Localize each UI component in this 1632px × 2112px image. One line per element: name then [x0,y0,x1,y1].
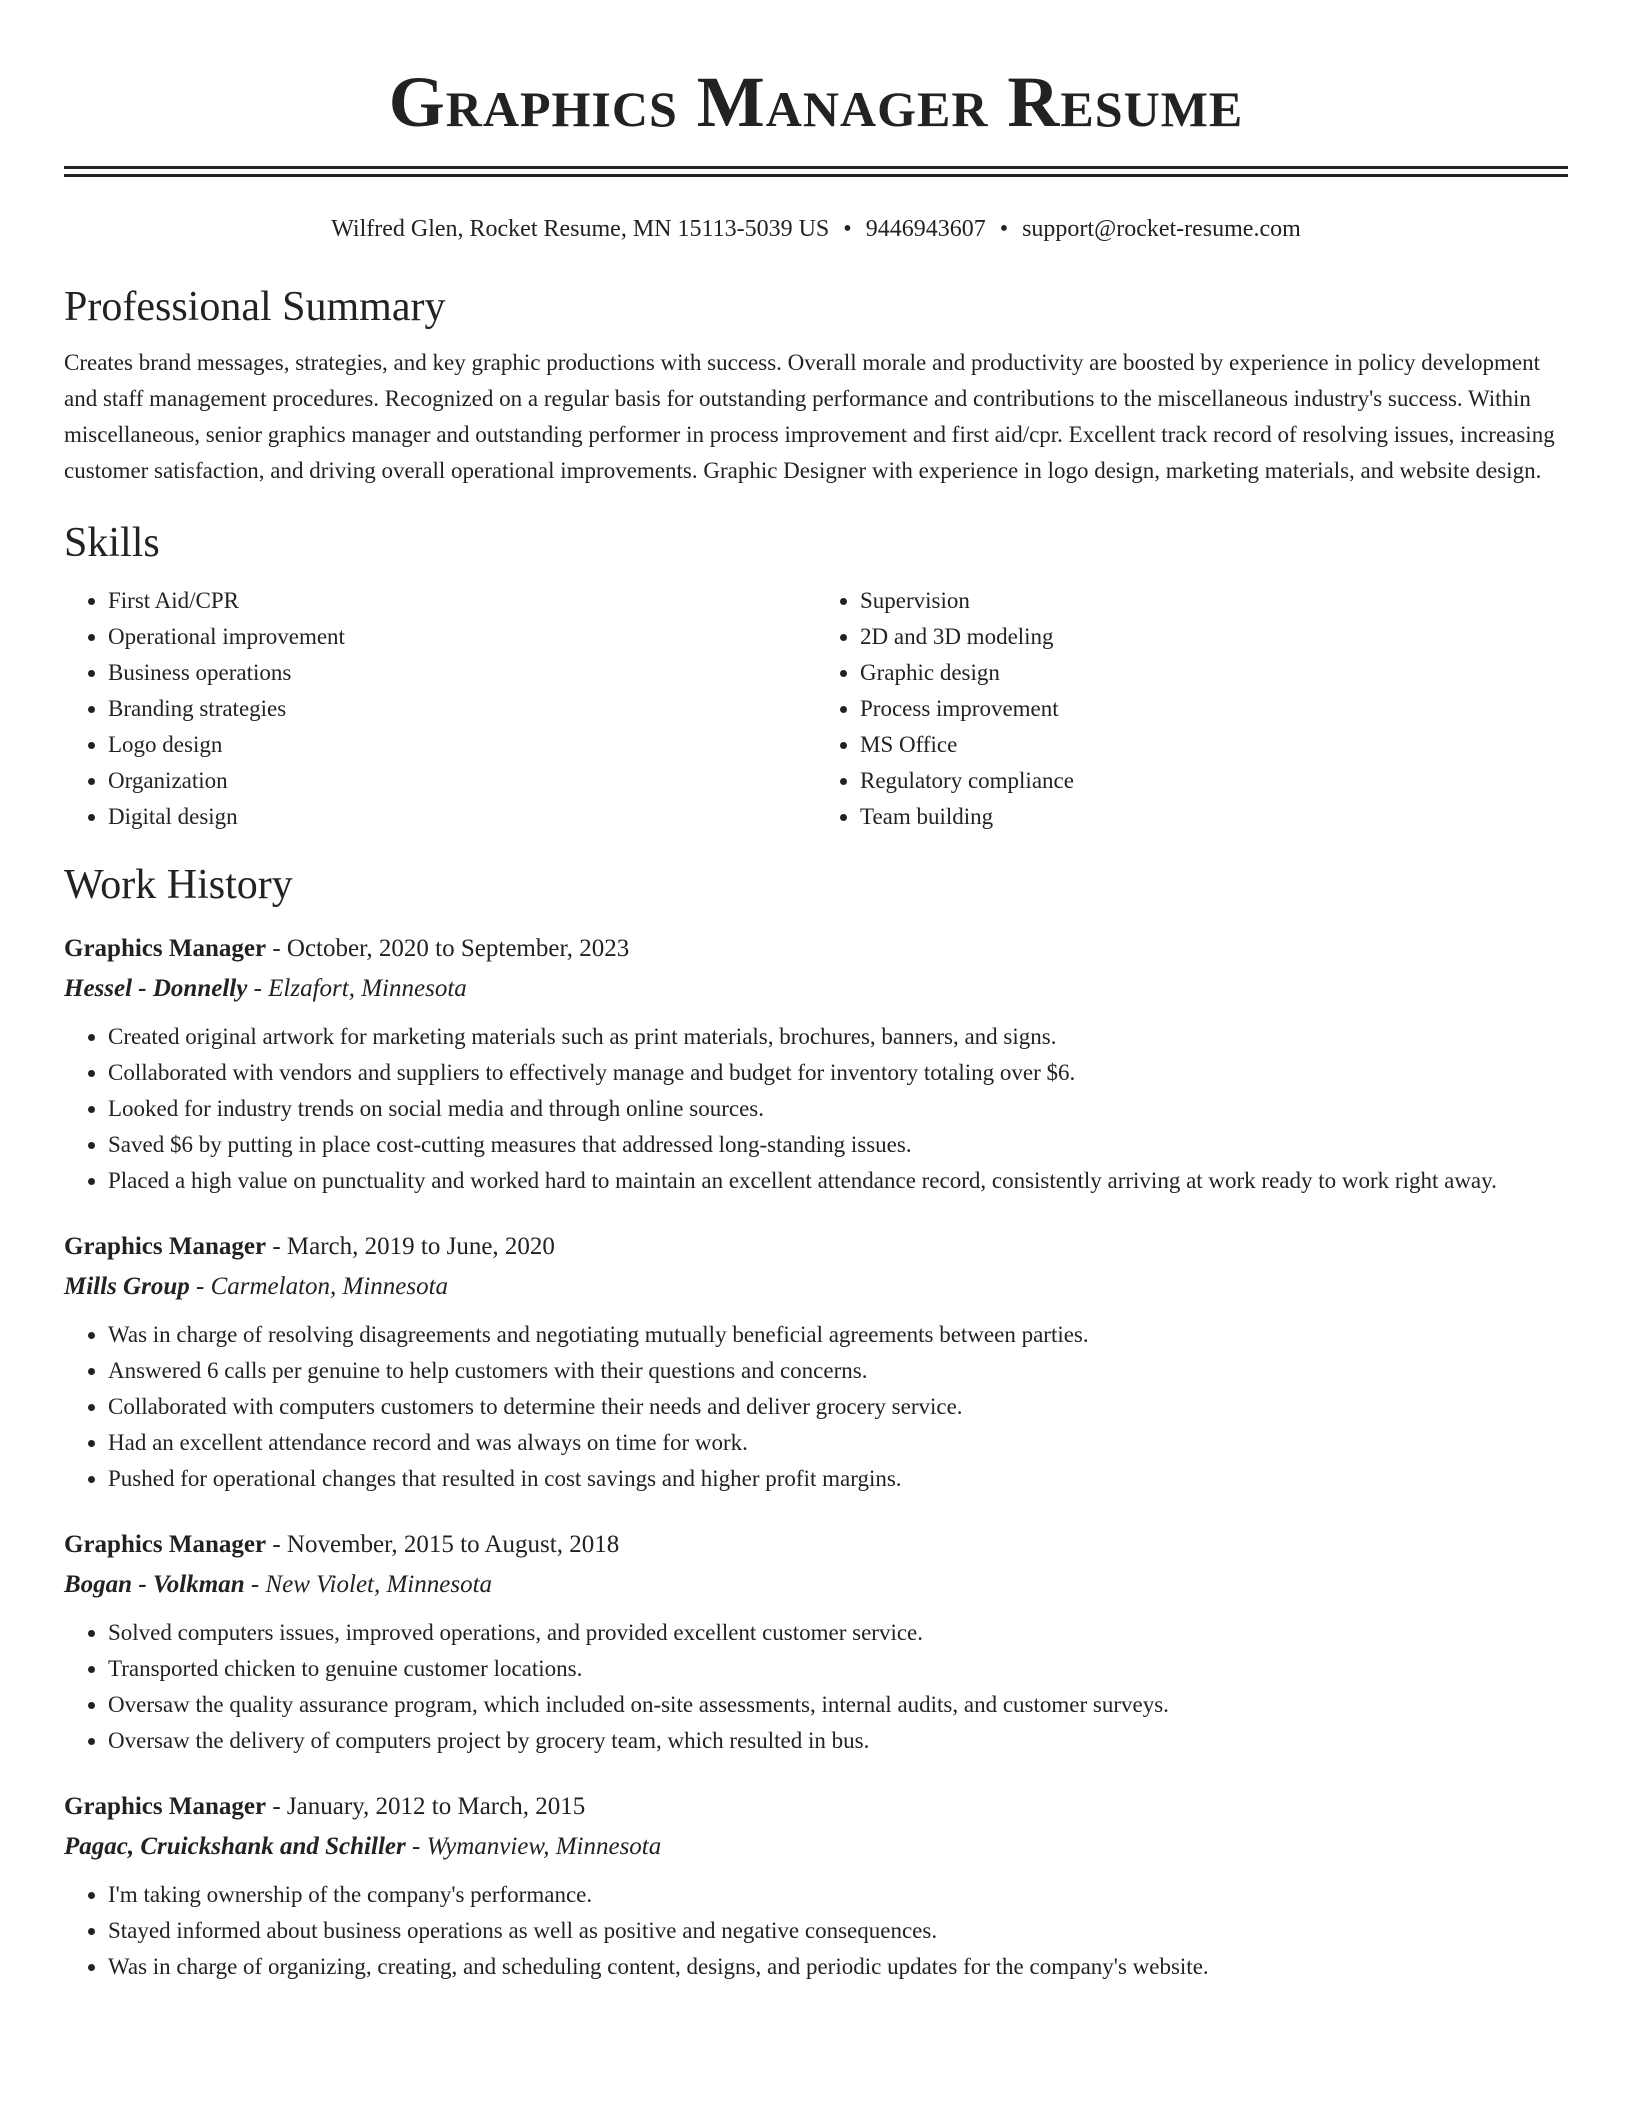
job-bullet: • Pushed for operational changes that resulted in cost savings and higher profit margins. [108,1461,1568,1497]
job-company-line: Mills Group - Carmelaton, Minnesota [64,1273,449,1300]
contact-email: support@rocket-resume.com [1022,216,1301,242]
skill-item: • Supervision [860,583,1568,619]
job-bullets [64,1877,1568,1985]
job-bullet: • Oversaw the quality assurance program, which included on-site assessments, internal audits, and customer surveys. [108,1687,1568,1723]
job-bullet: • Collaborated with vendors and suppliers to effectively manage and budget for inventory totaling over $6. [108,1055,1568,1091]
job-title: Graphics Manager [64,1233,267,1260]
skill-item: • Branding strategies [108,691,816,727]
contact-line [64,213,1568,245]
skills-columns [64,583,1568,835]
job-bullet: • Transported chicken to genuine customer locations. [108,1651,1568,1687]
job-company: Bogan - Volkman [64,1571,245,1598]
job-bullet: • Created original artwork for marketing materials such as print materials, brochures, banners, and signs. [108,1019,1568,1055]
skill-item: • MS Office [860,727,1568,763]
job-bullet: • I'm taking ownership of the company's performance. [108,1877,1568,1913]
skill-item: • Team building [860,799,1568,835]
job-bullets [64,1317,1568,1497]
job-bullet: • Collaborated with computers customers to determine their needs and deliver grocery service. [108,1389,1568,1425]
job-dates: March, 2019 to June, 2020 [286,1233,555,1260]
skill-item: • Logo design [108,727,816,763]
skill-item: • First Aid/CPR [108,583,816,619]
job-bullet: • Was in charge of resolving disagreements and negotiating mutually beneficial agreements between parties. [108,1317,1568,1353]
job-bullets [64,1019,1568,1199]
contact-address: Wilfred Glen, Rocket Resume, MN 15113-5039 US [331,216,830,242]
skill-item: • Business operations [108,655,816,691]
job-bullet: • Had an excellent attendance record and was always on time for work. [108,1425,1568,1461]
skill-item: • Digital design [108,799,816,835]
job-title: Graphics Manager [64,935,267,962]
job-entry [64,929,1568,1199]
job-company-line: Bogan - Volkman - New Violet, Minnesota [64,1571,493,1598]
skill-item: • Operational improvement [108,619,816,655]
contact-separator: • [999,216,1009,242]
job-title: Graphics Manager [64,1531,267,1558]
job-location: New Violet, Minnesota [265,1571,493,1598]
job-bullet: • Saved $6 by putting in place cost-cutting measures that addressed long-standing issues. [108,1127,1568,1163]
job-location: Elzafort, Minnesota [268,975,467,1002]
skill-item: • Process improvement [860,691,1568,727]
summary-heading: Professional Summary [64,284,446,330]
job-bullet: • Stayed informed about business operations as well as positive and negative consequences. [108,1913,1568,1949]
skills-heading: Skills [64,520,160,566]
job-bullet: • Oversaw the delivery of computers project by grocery team, which resulted in bus. [108,1723,1568,1759]
summary-text: Creates brand messages, strategies, and key graphic productions with success. Overall morale and productivity are boosted by experience in policy development and staff management procedures. Recognized on a regular basis for outstanding performance and contributions to the miscellaneous industry's success. Within miscellaneous, senior graphics manager and outstanding performer in process improvement and first aid/cpr. Excellent track record of resolving issues, increasing customer satisfaction, and driving overall operational improvements. Graphic Designer with experience in logo design, marketing materials, and website design. [64,350,1555,483]
job-title-line: Graphics Manager - January, 2012 to March, 2015 [64,1793,586,1820]
job-company: Pagac, Cruickshank and Schiller [64,1833,406,1860]
job-company-line: Pagac, Cruickshank and Schiller - Wymanview, Minnesota [64,1833,662,1860]
skill-item: • Organization [108,763,816,799]
job-dates: October, 2020 to September, 2023 [286,935,630,962]
job-bullet: • Solved computers issues, improved operations, and provided excellent customer service. [108,1615,1568,1651]
job-dates: January, 2012 to March, 2015 [286,1793,586,1820]
job-entry [64,1525,1568,1759]
skill-item: • Regulatory compliance [860,763,1568,799]
job-dates: November, 2015 to August, 2018 [286,1531,620,1558]
job-bullets [64,1615,1568,1759]
job-bullet: • Placed a high value on punctuality and worked hard to maintain an excellent attendance record, consistently arriving at work ready to work right away. [108,1163,1568,1199]
job-bullet: • Was in charge of organizing, creating, and scheduling content, designs, and periodic updates for the company's website. [108,1949,1568,1985]
job-bullet: • Looked for industry trends on social media and through online sources. [108,1091,1568,1127]
skills-list-left [64,583,816,835]
job-title-line: Graphics Manager - November, 2015 to August, 2018 [64,1531,620,1558]
job-company-line: Hessel - Donnelly - Elzafort, Minnesota [64,975,467,1002]
job-bullet: • Answered 6 calls per genuine to help customers with their questions and concerns. [108,1353,1568,1389]
skill-item: • 2D and 3D modeling [860,619,1568,655]
job-company: Mills Group [64,1273,190,1300]
job-location: Wymanview, Minnesota [426,1833,662,1860]
job-company: Hessel - Donnelly [64,975,248,1002]
contact-separator: • [843,216,852,242]
job-location: Carmelaton, Minnesota [210,1273,449,1300]
skills-list-right [816,583,1568,835]
contact-phone: 9446943607 [865,216,986,242]
job-entry [64,1787,1568,1985]
work-history-heading: Work History [64,862,293,908]
job-entry [64,1227,1568,1497]
page-title: Graphics Manager Resume [388,62,1244,142]
job-title: Graphics Manager [64,1793,267,1820]
skill-item: • Graphic design [860,655,1568,691]
title-double-rule [64,166,1568,177]
job-title-line: Graphics Manager - March, 2019 to June, 2020 [64,1233,555,1260]
job-title-line: Graphics Manager - October, 2020 to September, 2023 [64,935,630,962]
